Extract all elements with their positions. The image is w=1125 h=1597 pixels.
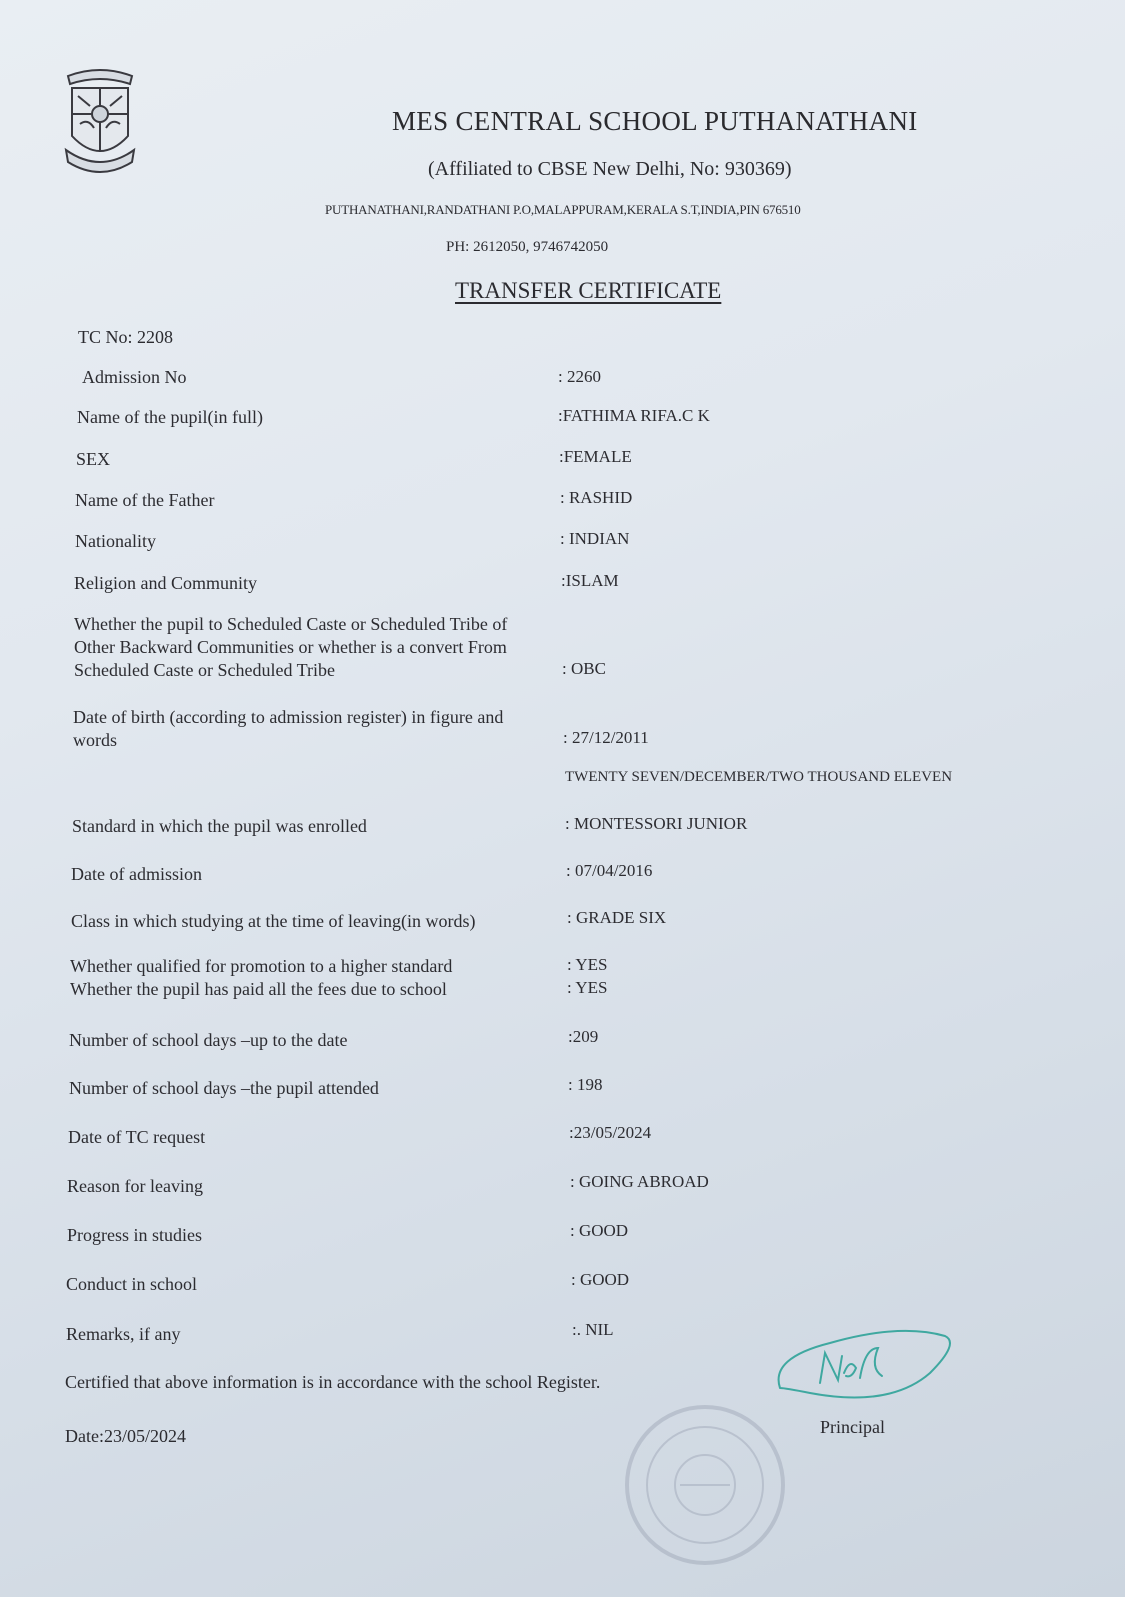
field-label-remarks: Remarks, if any (66, 1324, 181, 1344)
field-label-promotion: Whether qualified for promotion to a higher standard (70, 956, 453, 976)
school-phone: PH: 2612050, 9746742050 (446, 239, 609, 255)
field-value-father-name: : RASHID (560, 488, 633, 507)
field-value-admission-no: : 2260 (558, 367, 601, 386)
field-label-standard-enrolled: Standard in which the pupil was enrolled (72, 816, 367, 836)
field-value-sex: :FEMALE (559, 447, 632, 466)
field-label-date-of-birth: Date of birth (according to admission register) in figure and words (73, 707, 504, 750)
tc-number: TC No: 2208 (78, 327, 174, 347)
field-value-date-of-birth: : 27/12/2011 (563, 728, 649, 747)
field-label-school-days-total: Number of school days –up to the date (69, 1030, 348, 1050)
field-label-sex: SEX (76, 449, 111, 469)
principal-label: Principal (820, 1417, 885, 1437)
field-value-reason-leaving: : GOING ABROAD (570, 1172, 709, 1191)
field-value-tc-request-date: :23/05/2024 (569, 1123, 652, 1142)
field-label-conduct: Conduct in school (66, 1274, 197, 1294)
field-value-religion: :ISLAM (561, 571, 619, 590)
field-value-promotion: : YES (567, 955, 608, 974)
field-label-fees-paid: Whether the pupil has paid all the fees due to school (70, 979, 447, 999)
field-value-nationality: : INDIAN (560, 529, 630, 548)
field-label-religion: Religion and Community (74, 573, 257, 593)
field-label-caste-status: Whether the pupil to Scheduled Caste or Scheduled Tribe of Other Backward Communities or whether is a convert From Scheduled Caste or Scheduled Tribe (74, 614, 508, 680)
certification-statement: Certified that above information is in accordance with the school Register. (65, 1372, 601, 1392)
field-value-date-of-admission: : 07/04/2016 (566, 861, 653, 880)
signature-icon (770, 1318, 970, 1418)
field-label-nationality: Nationality (75, 531, 156, 551)
field-label-school-days-attended: Number of school days –the pupil attended (69, 1078, 379, 1098)
field-value-pupil-name: :FATHIMA RIFA.C K (558, 406, 710, 425)
field-value-remarks: :. NIL (572, 1320, 614, 1339)
school-crest-icon (60, 66, 140, 182)
field-label-admission-no: Admission No (82, 367, 187, 387)
field-value-school-days-attended: : 198 (568, 1075, 603, 1094)
document-title: TRANSFER CERTIFICATE (455, 278, 722, 303)
field-value-date-of-birth-words: TWENTY SEVEN/DECEMBER/TWO THOUSAND ELEVEN (565, 769, 953, 785)
school-address: PUTHANATHANI,RANDATHANI P.O,MALAPPURAM,KERALA S.T,INDIA,PIN 676510 (325, 202, 801, 217)
field-label-pupil-name: Name of the pupil(in full) (77, 407, 263, 427)
field-label-tc-request-date: Date of TC request (68, 1127, 206, 1147)
issue-date: Date:23/05/2024 (65, 1426, 186, 1446)
field-value-standard-enrolled: : MONTESSORI JUNIOR (565, 814, 748, 833)
field-label-progress: Progress in studies (67, 1225, 202, 1245)
field-label-date-of-admission: Date of admission (71, 864, 202, 884)
field-value-school-days-total: :209 (568, 1027, 599, 1046)
field-label-father-name: Name of the Father (75, 490, 215, 510)
field-value-caste-status: : OBC (562, 659, 606, 678)
field-label-reason-leaving: Reason for leaving (67, 1176, 203, 1196)
field-label-class-leaving: Class in which studying at the time of leaving(in words) (71, 911, 476, 931)
field-value-progress: : GOOD (570, 1221, 629, 1240)
field-value-fees-paid: : YES (567, 978, 608, 997)
affiliation-line: (Affiliated to CBSE New Delhi, No: 930369) (428, 158, 792, 180)
school-seal-icon (620, 1400, 790, 1570)
school-name: MES CENTRAL SCHOOL PUTHANATHANI (392, 106, 918, 136)
field-value-class-leaving: : GRADE SIX (567, 908, 667, 927)
field-value-conduct: : GOOD (571, 1270, 630, 1289)
